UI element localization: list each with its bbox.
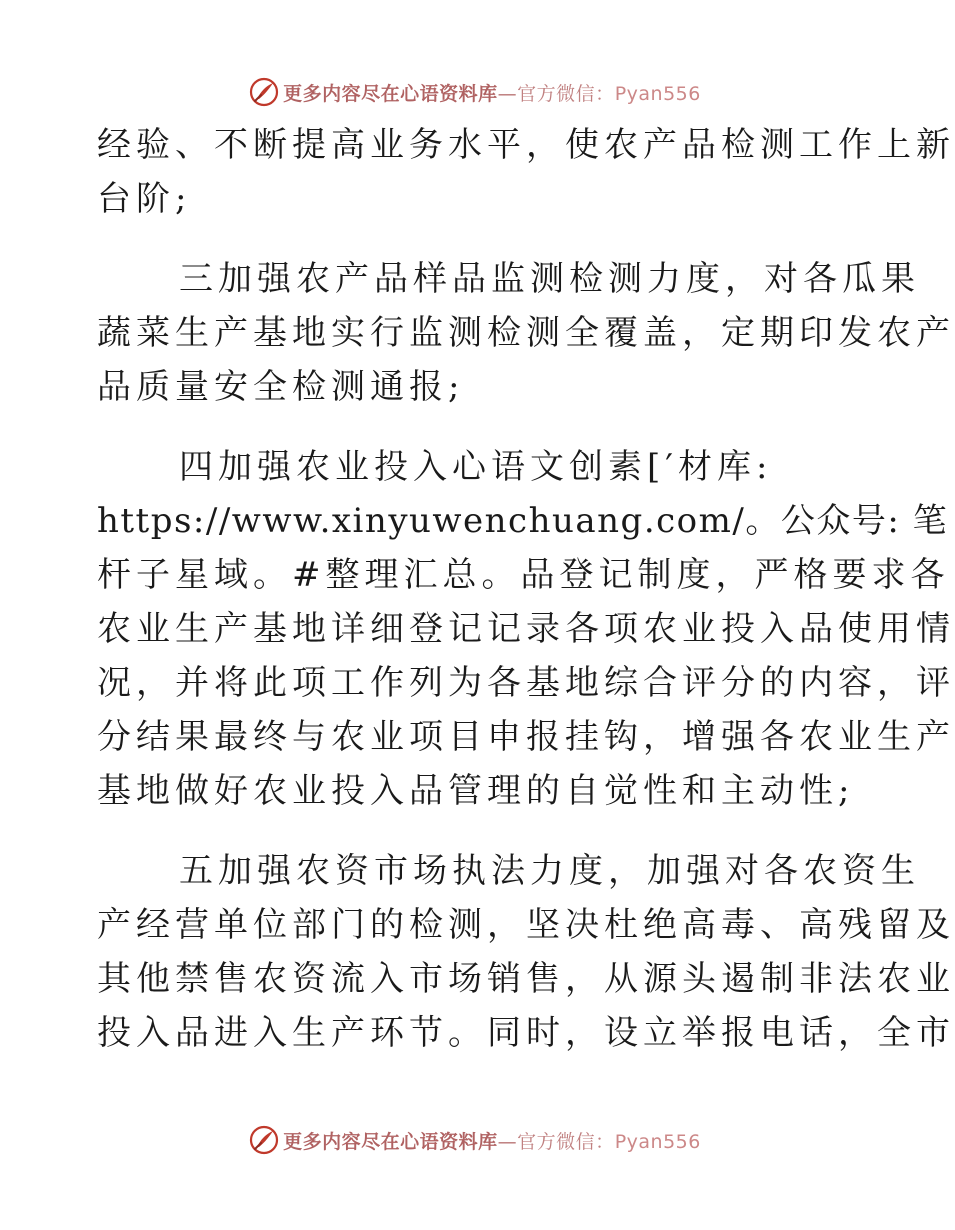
watermark-separator: — [497,82,518,105]
text-line: 台阶; [97,179,192,219]
quill-logo-icon [249,77,279,107]
paragraph-first-line: 四加强农业投入心语文创素[′材库: [179,447,773,487]
watermark-contact-label: 官方微信： [517,1130,615,1153]
watermark-text [283,1127,701,1154]
header-watermark [0,72,950,112]
watermark-contact-id: Pyan556 [614,82,701,105]
text-line: 况，并将此项工作列为各基地综合评分的内容，评 [97,663,955,703]
watermark-separator: — [497,1130,518,1153]
text-line: 产经营单位部门的检测，坚决杜绝高毒、高残留及 [97,905,955,945]
paragraph-first-line: 三加强农产品样品监测检测力度，对各瓜果 [179,259,920,299]
text-line: 农业生产基地详细登记记录各项农业投入品使用情 [97,609,955,649]
watermark-contact-id: Pyan556 [614,1130,701,1153]
text-line: 投入品进入生产环节。同时，设立举报电话，全市 [97,1013,955,1053]
quill-logo-icon [249,1125,279,1155]
footer-watermark [0,1120,950,1160]
url-line: https://www.xinyuwenchuang.com/。公众号: 笔 [97,501,949,541]
text-line: 分结果最终与农业项目申报挂钩，增强各农业生产 [97,717,955,757]
text-line: 基地做好农业投入品管理的自觉性和主动性; [97,771,855,811]
text-line: 其他禁售农资流入市场销售，从源头遏制非法农业 [97,959,955,999]
text-line: 经验、不断提高业务水平，使农产品检测工作上新 [97,125,955,165]
text-line: 品质量安全检测通报; [97,367,465,407]
watermark-contact-label: 官方微信： [517,82,615,105]
watermark-text [283,79,701,106]
text-line: 蔬菜生产基地实行监测检测全覆盖，定期印发农产 [97,313,955,353]
watermark-brand: 更多内容尽在心语资料库 [283,82,498,105]
watermark-brand: 更多内容尽在心语资料库 [283,1130,498,1153]
paragraph-first-line: 五加强农资市场执法力度，加强对各农资生 [179,851,920,891]
document-body [97,118,955,1060]
text-line: 杆子星域。#整理汇总。品登记制度，严格要求各 [97,555,950,595]
